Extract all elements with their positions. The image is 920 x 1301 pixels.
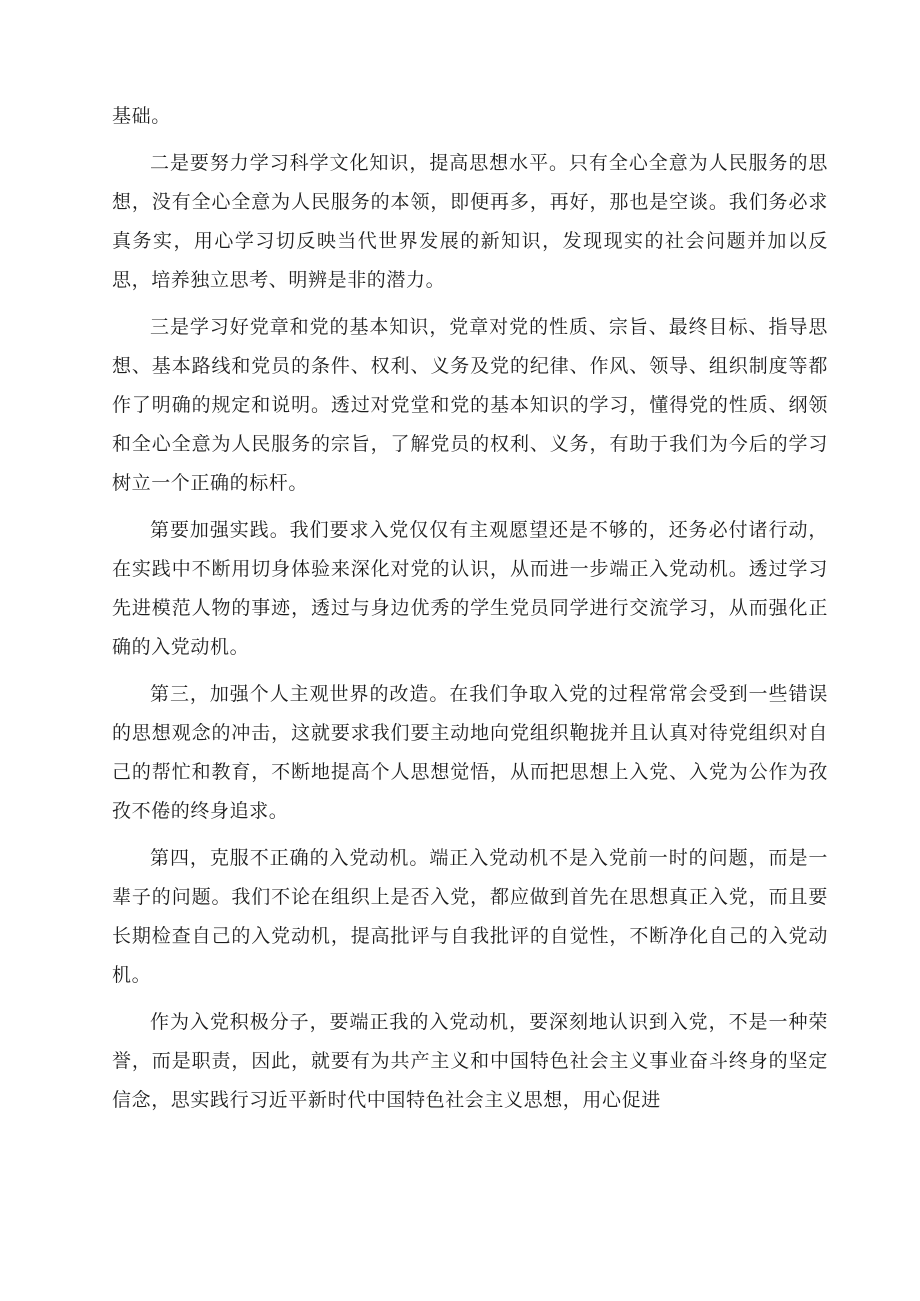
paragraph-continuation: 基础。: [112, 105, 171, 127]
paragraph-study-culture: 二是要努力学习科学文化知识，提高思想水平。只有全心全意为人民服务的思想，没有全心全意为人民服务的本领，即便再多，再好，那也是空谈。我们务必求真务实，用心学习切反映当代世界发展的新知识，发现现实的社会问题并加以反思，培养独立思考、明辨是非的潜力。: [112, 152, 828, 291]
paragraph-activist: 作为入党积极分子，要端正我的入党动机，要深刻地认识到入党，不是一种荣誉，而是职责，因此，就要有为共产主义和中国特色社会主义事业奋斗终身的坚定信念，思实践行习近平新时代中国特色社会主义思想，用心促进: [112, 1011, 828, 1111]
document-body: [112, 97, 828, 1128]
paragraph-party-constitution: 三是学习好党章和党的基本知识，党章对党的性质、宗旨、最终目标、指导思想、基本路线和党员的条件、权利、义务及党的纪律、作风、领导、组织制度等都作了明确的规定和说明。透过对党堂和党的基本知识的学习，懂得党的性质、纲领和全心全意为人民服务的宗旨，了解党员的权利、义务，有助于我们为今后的学习树立一个正确的标杆。: [112, 316, 828, 494]
paragraph-worldview: 第三，加强个人主观世界的改造。在我们争取入党的过程常常会受到一些错误的思想观念的冲击，这就要求我们要主动地向党组织鞄拢并且认真对待党组织对自己的帮忙和教育，不断地提高个人思想觉悟，从而把思想上入党、入党为公作为孜孜不倦的终身追求。: [112, 683, 828, 822]
paragraph-motivation: 第四，克服不正确的入党动机。端正入党动机不是入党前一时的问题，而是一辈子的问题。我们不论在组织上是否入党，都应做到首先在思想真正入党，而且要长期检查自己的入党动机，提高批评与自我批评的自觉性，不断净化自己的入党动机。: [112, 847, 828, 986]
paragraph-practice: 第要加强实践。我们要求入党仅仅有主观愿望还是不够的，还务必付诸行动，在实践中不断用切身体验来深化对党的认识，从而进一步端正入党动机。透过学习先进模范人物的事迹，透过与身边优秀的学生党员同学进行交流学习，从而强化正确的入党动机。: [112, 519, 828, 658]
